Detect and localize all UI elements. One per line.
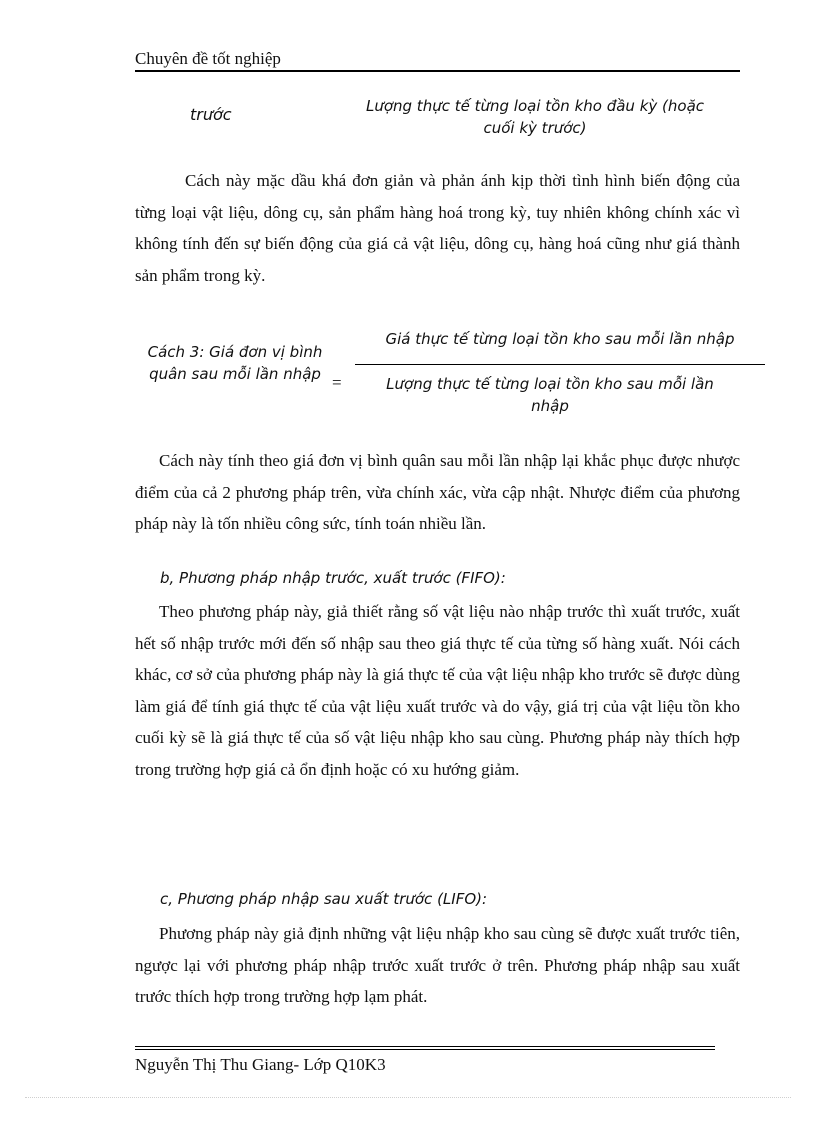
paragraph-method-3-evaluation: Cách này tính theo giá đơn vị bình quân sau mỗi lần nhập lại khắc phục được nhược điểm của cả 2 phương pháp trên, vừa chính xác, vừa cập nhật. Nhược điểm của phương pháp này là tốn nhiều công sức, tính toán nhiều lần.: [135, 451, 740, 533]
subheading-fifo: b, Phương pháp nhập trước, xuất trước (FIFO):: [160, 569, 506, 587]
header-divider: [135, 70, 740, 72]
formula-3-numerator: Giá thực tế từng loại tồn kho sau mỗi lần nhập: [385, 330, 735, 348]
page-header-title: Chuyên đề tốt nghiệp: [135, 49, 281, 68]
footer-divider-top: [135, 1046, 715, 1047]
page-footer-author: Nguyễn Thị Thu Giang- Lớp Q10K3: [135, 1055, 386, 1074]
paragraph-lifo: Phương pháp này giả định những vật liệu nhập kho sau cùng sẽ được xuất trước tiên, ngược lại với phương pháp nhập trước xuất trước ở trên. Phương pháp nhập sau xuất trước thích hợp trong trường hợp lạm phát.: [135, 924, 740, 1006]
subheading-lifo: c, Phương pháp nhập sau xuất trước (LIFO):: [160, 890, 488, 908]
footer-divider-bottom: [135, 1049, 715, 1050]
paragraph-method-2-evaluation: Cách này mặc dầu khá đơn giản và phản ánh kịp thời tình hình biến động của từng loại vật liệu, dông cụ, sản phẩm hàng hoá trong kỳ, tuy nhiên không chính xác vì không tính đến sự biến động của giá cả vật liệu, dông cụ, hàng hoá cũng như giá thành sản phẩm trong kỳ.: [135, 171, 740, 285]
formula-3-equals: =: [332, 373, 342, 392]
formula-3-fraction-bar: [355, 364, 765, 365]
page-bottom-edge: [25, 1097, 791, 1098]
previous-formula-left-fragment: trước: [190, 105, 232, 124]
formula-3-label: Cách 3: Giá đơn vị bình quân sau mỗi lần nhập: [147, 343, 323, 383]
formula-3-denominator: Lượng thực tế từng loại tồn kho sau mỗi lần nhập: [386, 375, 714, 415]
previous-formula-denominator: Lượng thực tế từng loại tồn kho đầu kỳ (hoặc cuối kỳ trước): [365, 97, 705, 137]
paragraph-fifo: Theo phương pháp này, giả thiết rằng số vật liệu nào nhập trước thì xuất trước, xuất hết số nhập trước mới đến số nhập sau theo giá thực tế của từng số hàng xuất. Nói cách khác, cơ sở của phương pháp này là giá thực tế của vật liệu nhập kho trước sẽ được dùng làm giá để tính giá thực tế của vật liệu xuất trước và do vậy, giá trị của vật liệu tồn kho cuối kỳ sẽ là giá thực tế của số vật liệu nhập kho sau cùng. Phương pháp này thích hợp trong trường hợp giá cả ổn định hoặc có xu hướng giảm.: [135, 602, 740, 779]
